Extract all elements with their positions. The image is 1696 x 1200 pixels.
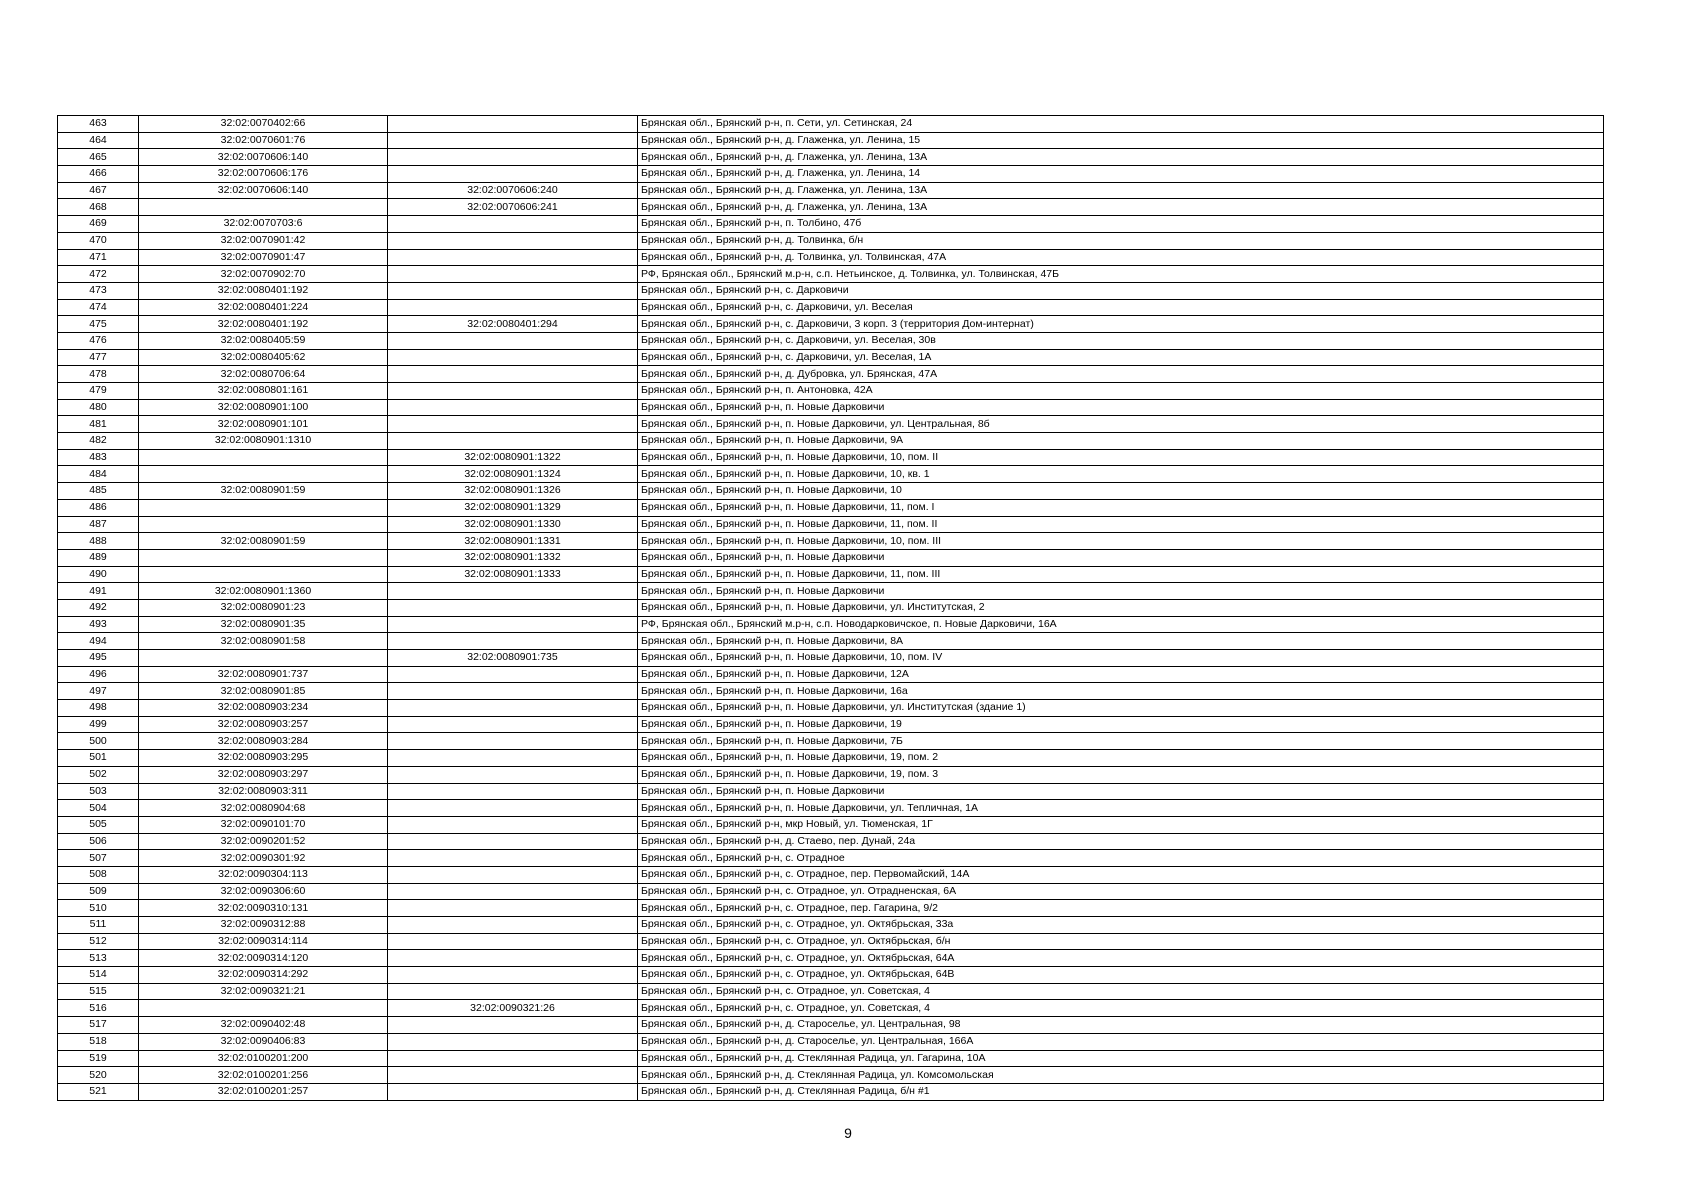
table-row [58,466,1604,483]
address-cell: Брянская обл., Брянский р-н, п. Новые Дарковичи, 8А [638,633,1604,650]
address-cell: Брянская обл., Брянский р-н, с. Дарковичи, 3 корп. 3 (территория Дом-интернат) [638,316,1604,333]
address-cell: Брянская обл., Брянский р-н, п. Новые Дарковичи [638,399,1604,416]
address-cell: Брянская обл., Брянский р-н, п. Новые Дарковичи [638,783,1604,800]
table-row [58,599,1604,616]
row-number-cell: 474 [58,299,139,316]
address-cell: Брянская обл., Брянский р-н, п. Новые Дарковичи, 9А [638,433,1604,450]
cadastral-number-cell: 32:02:0070901:42 [139,232,388,249]
cadastral-number-cell [139,566,388,583]
address-cell: Брянская обл., Брянский р-н, д. Глаженка, ул. Ленина, 15 [638,132,1604,149]
sub-cadastral-number-cell [388,149,638,166]
sub-cadastral-number-cell: 32:02:0080901:1326 [388,483,638,500]
table-row [58,883,1604,900]
cadastral-number-cell: 32:02:0080903:284 [139,733,388,750]
table-row [58,583,1604,600]
sub-cadastral-number-cell [388,1083,638,1100]
row-number-cell: 486 [58,499,139,516]
cadastral-number-cell [139,466,388,483]
table-row [58,549,1604,566]
sub-cadastral-number-cell: 32:02:0080901:1322 [388,449,638,466]
cadastral-number-cell: 32:02:0080801:161 [139,383,388,400]
sub-cadastral-number-cell [388,1017,638,1034]
table-row [58,900,1604,917]
address-cell: Брянская обл., Брянский р-н, п. Новые Дарковичи, 16а [638,683,1604,700]
cadastral-number-cell: 32:02:0090314:292 [139,967,388,984]
address-cell: Брянская обл., Брянский р-н, д. Стеклянная Радица, ул. Гагарина, 10А [638,1050,1604,1067]
table-row [58,816,1604,833]
table-row [58,733,1604,750]
cadastral-number-cell [139,199,388,216]
address-cell: Брянская обл., Брянский р-н, п. Новые Дарковичи, 19 [638,716,1604,733]
address-cell: Брянская обл., Брянский р-н, с. Дарковичи, ул. Веселая [638,299,1604,316]
table-row [58,1050,1604,1067]
row-number-cell: 471 [58,249,139,266]
cadastral-number-cell [139,499,388,516]
address-cell: Брянская обл., Брянский р-н, п. Новые Дарковичи, 19, пом. 2 [638,750,1604,767]
cadastral-number-cell: 32:02:0090101:70 [139,816,388,833]
sub-cadastral-number-cell [388,383,638,400]
row-number-cell: 480 [58,399,139,416]
table-row [58,199,1604,216]
cadastral-number-cell: 32:02:0080401:192 [139,282,388,299]
cadastral-number-cell: 32:02:0080901:58 [139,633,388,650]
row-number-cell: 478 [58,366,139,383]
cadastral-number-cell: 32:02:0080903:257 [139,716,388,733]
address-cell: Брянская обл., Брянский р-н, с. Отрадное, пер. Первомайский, 14А [638,866,1604,883]
row-number-cell: 469 [58,216,139,233]
sub-cadastral-number-cell: 32:02:0080901:1330 [388,516,638,533]
row-number-cell: 467 [58,182,139,199]
address-cell: Брянская обл., Брянский р-н, д. Толвинка, ул. Толвинская, 47А [638,249,1604,266]
cadastral-number-cell: 32:02:0080901:59 [139,533,388,550]
address-cell: Брянская обл., Брянский р-н, п. Новые Дарковичи, 10 [638,483,1604,500]
row-number-cell: 518 [58,1033,139,1050]
table-row [58,766,1604,783]
table-row [58,433,1604,450]
cadastral-number-cell: 32:02:0080405:59 [139,332,388,349]
row-number-cell: 504 [58,800,139,817]
row-number-cell: 516 [58,1000,139,1017]
address-cell: Брянская обл., Брянский р-н, с. Дарковичи, ул. Веселая, 30в [638,332,1604,349]
address-cell: Брянская обл., Брянский р-н, п. Новые Дарковичи, ул. Институтская, 2 [638,599,1604,616]
cadastral-number-cell: 32:02:0080405:62 [139,349,388,366]
table-row [58,533,1604,550]
address-cell: Брянская обл., Брянский р-н, п. Новые Дарковичи, 10, пом. IV [638,650,1604,667]
sub-cadastral-number-cell [388,599,638,616]
table-row [58,1000,1604,1017]
cadastral-number-cell: 32:02:0080901:100 [139,399,388,416]
address-cell: Брянская обл., Брянский р-н, п. Новые Дарковичи, ул. Тепличная, 1А [638,800,1604,817]
row-number-cell: 517 [58,1017,139,1034]
cadastral-number-cell: 32:02:0100201:257 [139,1083,388,1100]
table-row [58,716,1604,733]
address-cell: Брянская обл., Брянский р-н, п. Новые Дарковичи, 10, кв. 1 [638,466,1604,483]
row-number-cell: 512 [58,933,139,950]
table-row [58,750,1604,767]
cadastral-number-cell: 32:02:0070601:76 [139,132,388,149]
cadastral-number-cell [139,1000,388,1017]
cadastral-number-cell: 32:02:0090321:21 [139,983,388,1000]
cadastral-number-cell: 32:02:0080901:59 [139,483,388,500]
address-cell: Брянская обл., Брянский р-н, с. Отрадное, ул. Октябрьская, 64А [638,950,1604,967]
cadastral-number-cell: 32:02:0080901:1310 [139,433,388,450]
cadastral-number-cell: 32:02:0070901:47 [139,249,388,266]
cadastral-number-cell: 32:02:0080901:1360 [139,583,388,600]
row-number-cell: 513 [58,950,139,967]
row-number-cell: 470 [58,232,139,249]
table-row [58,132,1604,149]
table-row [58,700,1604,717]
table-row [58,116,1604,133]
sub-cadastral-number-cell [388,399,638,416]
row-number-cell: 481 [58,416,139,433]
table-row [58,683,1604,700]
sub-cadastral-number-cell: 32:02:0080901:735 [388,650,638,667]
sub-cadastral-number-cell [388,232,638,249]
sub-cadastral-number-cell: 32:02:0090321:26 [388,1000,638,1017]
table-row [58,983,1604,1000]
row-number-cell: 514 [58,967,139,984]
table-row [58,650,1604,667]
table-row [58,950,1604,967]
address-cell: Брянская обл., Брянский р-н, с. Отрадное, ул. Советская, 4 [638,1000,1604,1017]
row-number-cell: 508 [58,866,139,883]
cadastral-number-cell: 32:02:0090314:114 [139,933,388,950]
table-row [58,349,1604,366]
sub-cadastral-number-cell [388,750,638,767]
sub-cadastral-number-cell: 32:02:0080901:1331 [388,533,638,550]
address-cell: Брянская обл., Брянский р-н, п. Новые Дарковичи, ул. Институтская (здание 1) [638,700,1604,717]
property-table [57,115,1604,1101]
address-cell: Брянская обл., Брянский р-н, п. Новые Дарковичи [638,549,1604,566]
row-number-cell: 501 [58,750,139,767]
address-cell: Брянская обл., Брянский р-н, с. Отрадное, ул. Октябрьская, 33а [638,917,1604,934]
cadastral-number-cell: 32:02:0080401:192 [139,316,388,333]
sub-cadastral-number-cell [388,299,638,316]
row-number-cell: 484 [58,466,139,483]
row-number-cell: 488 [58,533,139,550]
address-cell: Брянская обл., Брянский р-н, с. Дарковичи, ул. Веселая, 1А [638,349,1604,366]
table-row [58,383,1604,400]
address-cell: Брянская обл., Брянский р-н, с. Отрадное, ул. Октябрьская, 64В [638,967,1604,984]
address-cell: Брянская обл., Брянский р-н, п. Новые Дарковичи, 10, пом. II [638,449,1604,466]
row-number-cell: 510 [58,900,139,917]
address-cell: Брянская обл., Брянский р-н, с. Отрадное, ул. Советская, 4 [638,983,1604,1000]
row-number-cell: 482 [58,433,139,450]
address-cell: Брянская обл., Брянский р-н, п. Новые Дарковичи [638,583,1604,600]
row-number-cell: 500 [58,733,139,750]
address-cell: РФ, Брянская обл., Брянский м.р-н, с.п. Нетьинское, д. Толвинка, ул. Толвинская, 47Б [638,266,1604,283]
row-number-cell: 473 [58,282,139,299]
cadastral-number-cell: 32:02:0080903:234 [139,700,388,717]
sub-cadastral-number-cell [388,983,638,1000]
row-number-cell: 487 [58,516,139,533]
table-row [58,516,1604,533]
sub-cadastral-number-cell [388,850,638,867]
address-cell: Брянская обл., Брянский р-н, мкр Новый, ул. Тюменская, 1Г [638,816,1604,833]
table-row [58,833,1604,850]
table-row [58,299,1604,316]
sub-cadastral-number-cell [388,616,638,633]
row-number-cell: 498 [58,700,139,717]
sub-cadastral-number-cell: 32:02:0080901:1333 [388,566,638,583]
cadastral-number-cell: 32:02:0090201:52 [139,833,388,850]
cadastral-number-cell: 32:02:0080901:737 [139,666,388,683]
row-number-cell: 509 [58,883,139,900]
sub-cadastral-number-cell: 32:02:0070606:240 [388,182,638,199]
sub-cadastral-number-cell [388,733,638,750]
sub-cadastral-number-cell: 32:02:0080901:1332 [388,549,638,566]
cadastral-number-cell: 32:02:0070606:140 [139,149,388,166]
sub-cadastral-number-cell [388,917,638,934]
table-row [58,282,1604,299]
row-number-cell: 496 [58,666,139,683]
address-cell: Брянская обл., Брянский р-н, с. Отрадное, пер. Гагарина, 9/2 [638,900,1604,917]
cadastral-number-cell: 32:02:0090306:60 [139,883,388,900]
sub-cadastral-number-cell [388,683,638,700]
address-cell: Брянская обл., Брянский р-н, д. Глаженка, ул. Ленина, 14 [638,166,1604,183]
sub-cadastral-number-cell [388,116,638,133]
row-number-cell: 497 [58,683,139,700]
table-row [58,499,1604,516]
cadastral-number-cell [139,449,388,466]
row-number-cell: 492 [58,599,139,616]
address-cell: Брянская обл., Брянский р-н, д. Стеклянная Радица, ул. Комсомольская [638,1067,1604,1084]
row-number-cell: 511 [58,917,139,934]
page-number: 9 [844,1125,852,1141]
cadastral-number-cell: 32:02:0090314:120 [139,950,388,967]
table-row [58,616,1604,633]
address-cell: Брянская обл., Брянский р-н, с. Отрадное [638,850,1604,867]
table-row [58,866,1604,883]
address-cell: Брянская обл., Брянский р-н, с. Отрадное, ул. Отрадненская, 6А [638,883,1604,900]
sub-cadastral-number-cell [388,800,638,817]
address-cell: Брянская обл., Брянский р-н, п. Новые Дарковичи, 11, пом. II [638,516,1604,533]
address-cell: Брянская обл., Брянский р-н, д. Дубровка, ул. Брянская, 47А [638,366,1604,383]
sub-cadastral-number-cell [388,249,638,266]
sub-cadastral-number-cell: 32:02:0080401:294 [388,316,638,333]
row-number-cell: 475 [58,316,139,333]
table-row [58,483,1604,500]
sub-cadastral-number-cell [388,216,638,233]
cadastral-number-cell: 32:02:0080901:101 [139,416,388,433]
cadastral-number-cell: 32:02:0080706:64 [139,366,388,383]
sub-cadastral-number-cell [388,433,638,450]
cadastral-number-cell: 32:02:0090301:92 [139,850,388,867]
row-number-cell: 515 [58,983,139,1000]
cadastral-number-cell: 32:02:0070402:66 [139,116,388,133]
row-number-cell: 495 [58,650,139,667]
sub-cadastral-number-cell [388,833,638,850]
table-row [58,1067,1604,1084]
row-number-cell: 519 [58,1050,139,1067]
sub-cadastral-number-cell [388,950,638,967]
table-row [58,266,1604,283]
sub-cadastral-number-cell [388,700,638,717]
table-row [58,633,1604,650]
sub-cadastral-number-cell [388,1033,638,1050]
table-row [58,416,1604,433]
row-number-cell: 505 [58,816,139,833]
address-cell: Брянская обл., Брянский р-н, д. Староселье, ул. Центральная, 98 [638,1017,1604,1034]
address-cell: Брянская обл., Брянский р-н, п. Новые Дарковичи, 11, пом. III [638,566,1604,583]
address-cell: Брянская обл., Брянский р-н, д. Глаженка, ул. Ленина, 13А [638,182,1604,199]
cadastral-number-cell [139,516,388,533]
address-cell: РФ, Брянская обл., Брянский м.р-н, с.п. Новодарковичское, п. Новые Дарковичи, 16А [638,616,1604,633]
cadastral-number-cell: 32:02:0080903:297 [139,766,388,783]
address-cell: Брянская обл., Брянский р-н, п. Новые Дарковичи, 12А [638,666,1604,683]
row-number-cell: 490 [58,566,139,583]
sub-cadastral-number-cell: 32:02:0080901:1324 [388,466,638,483]
cadastral-number-cell: 32:02:0100201:256 [139,1067,388,1084]
cadastral-number-cell: 32:02:0080903:295 [139,750,388,767]
address-cell: Брянская обл., Брянский р-н, п. Антоновка, 42А [638,383,1604,400]
row-number-cell: 521 [58,1083,139,1100]
table-row [58,149,1604,166]
cadastral-number-cell: 32:02:0080901:85 [139,683,388,700]
cadastral-number-cell: 32:02:0070902:70 [139,266,388,283]
table-row [58,316,1604,333]
sub-cadastral-number-cell [388,866,638,883]
row-number-cell: 485 [58,483,139,500]
table-row [58,332,1604,349]
table-row [58,566,1604,583]
address-cell: Брянская обл., Брянский р-н, п. Новые Дарковичи, 11, пом. I [638,499,1604,516]
cadastral-number-cell: 32:02:0090312:88 [139,917,388,934]
row-number-cell: 491 [58,583,139,600]
cadastral-number-cell: 32:02:0070606:140 [139,182,388,199]
sub-cadastral-number-cell [388,1067,638,1084]
row-number-cell: 499 [58,716,139,733]
address-cell: Брянская обл., Брянский р-н, д. Стеклянная Радица, б/н #1 [638,1083,1604,1100]
address-cell: Брянская обл., Брянский р-н, п. Новые Дарковичи, 10, пом. III [638,533,1604,550]
sub-cadastral-number-cell [388,967,638,984]
table-row [58,399,1604,416]
row-number-cell: 520 [58,1067,139,1084]
table-row [58,232,1604,249]
cadastral-number-cell [139,549,388,566]
row-number-cell: 489 [58,549,139,566]
table-row [58,850,1604,867]
table-row [58,967,1604,984]
cadastral-number-cell: 32:02:0090304:113 [139,866,388,883]
sub-cadastral-number-cell [388,1050,638,1067]
row-number-cell: 483 [58,449,139,466]
address-cell: Брянская обл., Брянский р-н, с. Отрадное, ул. Октябрьская, б/н [638,933,1604,950]
sub-cadastral-number-cell: 32:02:0080901:1329 [388,499,638,516]
cadastral-number-cell [139,650,388,667]
table-row [58,1033,1604,1050]
row-number-cell: 507 [58,850,139,867]
sub-cadastral-number-cell [388,366,638,383]
row-number-cell: 502 [58,766,139,783]
cadastral-number-cell: 32:02:0090310:131 [139,900,388,917]
table-row [58,933,1604,950]
cadastral-number-cell: 32:02:0080904:68 [139,800,388,817]
sub-cadastral-number-cell [388,633,638,650]
row-number-cell: 465 [58,149,139,166]
table-row [58,917,1604,934]
sub-cadastral-number-cell [388,266,638,283]
cadastral-number-cell: 32:02:0080903:311 [139,783,388,800]
sub-cadastral-number-cell [388,933,638,950]
row-number-cell: 476 [58,332,139,349]
row-number-cell: 506 [58,833,139,850]
cadastral-number-cell: 32:02:0070606:176 [139,166,388,183]
sub-cadastral-number-cell [388,666,638,683]
sub-cadastral-number-cell [388,783,638,800]
address-cell: Брянская обл., Брянский р-н, п. Новые Дарковичи, 7Б [638,733,1604,750]
row-number-cell: 477 [58,349,139,366]
cadastral-number-cell: 32:02:0090402:48 [139,1017,388,1034]
table-row [58,783,1604,800]
cadastral-number-cell: 32:02:0080901:35 [139,616,388,633]
table-row [58,1017,1604,1034]
address-cell: Брянская обл., Брянский р-н, п. Толбино, 47б [638,216,1604,233]
table-row [58,216,1604,233]
cadastral-number-cell: 32:02:0100201:200 [139,1050,388,1067]
sub-cadastral-number-cell [388,766,638,783]
table-row [58,449,1604,466]
cadastral-number-cell: 32:02:0080901:23 [139,599,388,616]
address-cell: Брянская обл., Брянский р-н, д. Староселье, ул. Центральная, 166А [638,1033,1604,1050]
address-cell: Брянская обл., Брянский р-н, д. Глаженка, ул. Ленина, 13А [638,149,1604,166]
row-number-cell: 468 [58,199,139,216]
sub-cadastral-number-cell [388,816,638,833]
cadastral-number-cell: 32:02:0070703:6 [139,216,388,233]
table-row [58,1083,1604,1100]
cadastral-number-cell: 32:02:0090406:83 [139,1033,388,1050]
row-number-cell: 479 [58,383,139,400]
table-row [58,249,1604,266]
sub-cadastral-number-cell [388,282,638,299]
address-cell: Брянская обл., Брянский р-н, п. Новые Дарковичи, ул. Центральная, 8б [638,416,1604,433]
cadastral-number-cell: 32:02:0080401:224 [139,299,388,316]
table-row [58,366,1604,383]
sub-cadastral-number-cell [388,883,638,900]
table-row [58,182,1604,199]
row-number-cell: 464 [58,132,139,149]
sub-cadastral-number-cell [388,900,638,917]
table-row [58,166,1604,183]
property-table-body [58,116,1604,1101]
row-number-cell: 463 [58,116,139,133]
address-cell: Брянская обл., Брянский р-н, п. Сети, ул. Сетинская, 24 [638,116,1604,133]
address-cell: Брянская обл., Брянский р-н, д. Толвинка, б/н [638,232,1604,249]
sub-cadastral-number-cell [388,349,638,366]
sub-cadastral-number-cell [388,166,638,183]
sub-cadastral-number-cell [388,416,638,433]
sub-cadastral-number-cell [388,332,638,349]
sub-cadastral-number-cell: 32:02:0070606:241 [388,199,638,216]
row-number-cell: 493 [58,616,139,633]
row-number-cell: 472 [58,266,139,283]
sub-cadastral-number-cell [388,132,638,149]
address-cell: Брянская обл., Брянский р-н, с. Дарковичи [638,282,1604,299]
row-number-cell: 503 [58,783,139,800]
sub-cadastral-number-cell [388,716,638,733]
sub-cadastral-number-cell [388,583,638,600]
table-row [58,800,1604,817]
address-cell: Брянская обл., Брянский р-н, д. Стаево, пер. Дунай, 24а [638,833,1604,850]
address-cell: Брянская обл., Брянский р-н, п. Новые Дарковичи, 19, пом. 3 [638,766,1604,783]
table-row [58,666,1604,683]
row-number-cell: 466 [58,166,139,183]
row-number-cell: 494 [58,633,139,650]
address-cell: Брянская обл., Брянский р-н, д. Глаженка, ул. Ленина, 13А [638,199,1604,216]
